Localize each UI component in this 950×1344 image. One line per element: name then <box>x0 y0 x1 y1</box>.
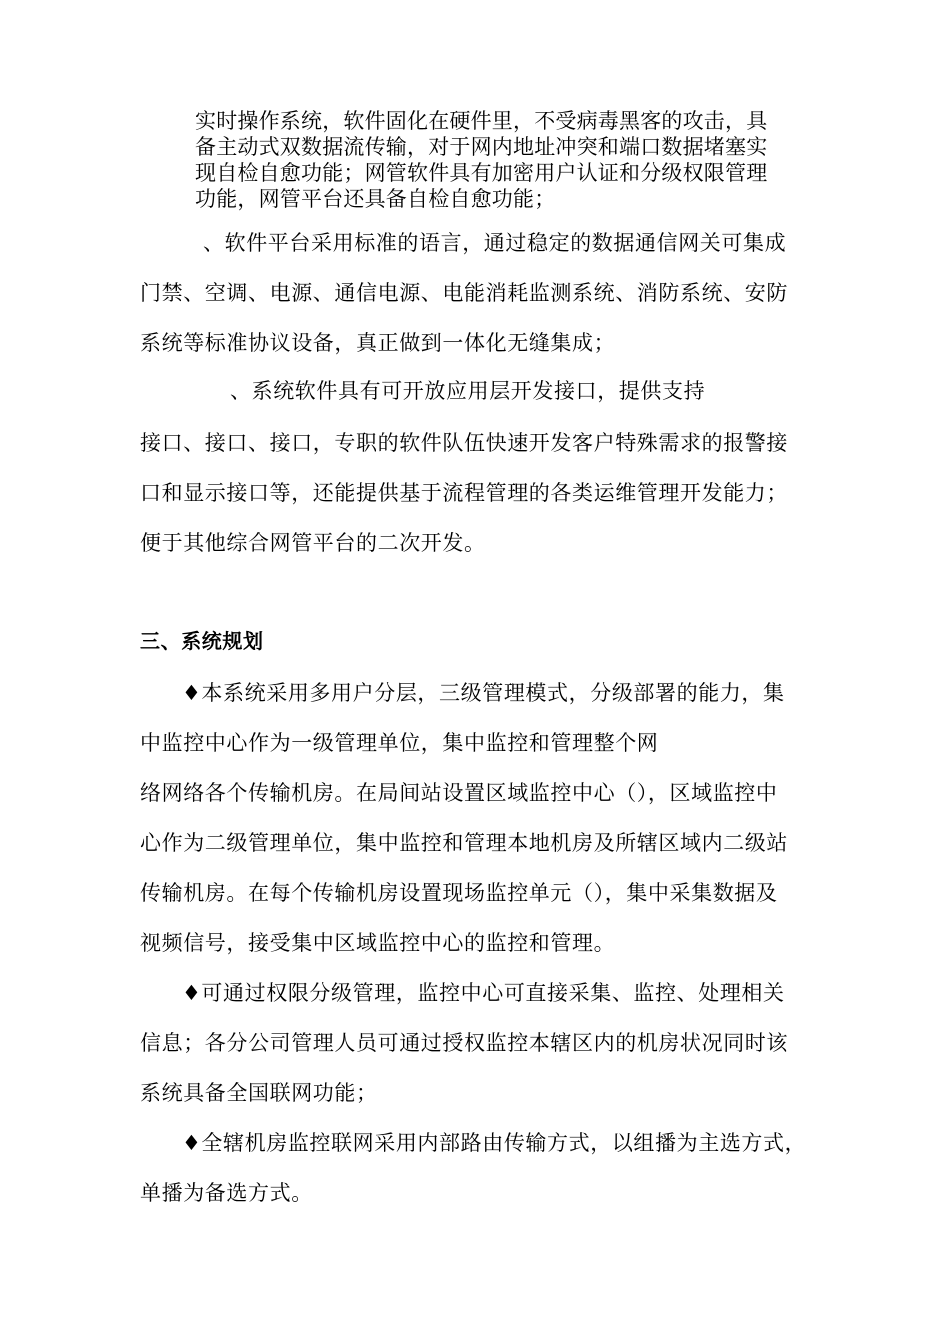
text-line: 中监控中心作为一级管理单位，集中监控和管理整个网 <box>140 731 659 755</box>
text-line: 口和显示接口等，还能提供基于流程管理的各类运维管理开发能力； <box>140 481 788 505</box>
text-line: ♦全辖机房监控联网采用内部路由传输方式，以组播为主选方式， <box>182 1131 807 1155</box>
text-line: 功能，网管平台还具备自检自愈功能； <box>195 187 556 211</box>
text-line: ♦可通过权限分级管理，监控中心可直接采集、监控、处理相关 <box>182 981 785 1005</box>
text-line: 、系统软件具有可开放应用层开发接口，提供支持 <box>230 379 706 403</box>
text-line: 单播为备选方式。 <box>140 1181 313 1205</box>
text-line: 视频信号，接受集中区域监控中心的监控和管理。 <box>140 931 616 955</box>
text-line: 系统具备全国联网功能； <box>140 1081 378 1105</box>
text-line: 备主动式双数据流传输，对于网内地址冲突和端口数据堵塞实 <box>195 135 768 159</box>
text-line: 传输机房。在每个传输机房设置现场监控单元（），集中采集数据及 <box>140 881 778 905</box>
text-line: 系统等标准协议设备，真正做到一体化无缝集成； <box>140 331 616 355</box>
text-line: 接口、接口、接口，专职的软件队伍快速开发客户特殊需求的报警接 <box>140 431 788 455</box>
section-heading: 三、系统规划 <box>140 629 264 653</box>
text-line: 实时操作系统，软件固化在硬件里，不受病毒黑客的攻击，具 <box>195 109 768 133</box>
text-line: 、软件平台采用标准的语言，通过稳定的数据通信网关可集成 <box>203 231 787 255</box>
text-line: ♦本系统采用多用户分层，三级管理模式，分级部署的能力，集 <box>182 681 785 705</box>
text-line: 心作为二级管理单位，集中监控和管理本地机房及所辖区域内二级站 <box>140 831 788 855</box>
text-line: 门禁、空调、电源、通信电源、电能消耗监测系统、消防系统、安防 <box>140 281 788 305</box>
text-line: 便于其他综合网管平台的二次开发。 <box>140 531 486 555</box>
text-line: 现自检自愈功能；网管软件具有加密用户认证和分级权限管理 <box>195 161 768 185</box>
text-line: 信息；各分公司管理人员可通过授权监控本辖区内的机房状况同时该 <box>140 1031 788 1055</box>
text-line: 络网络各个传输机房。在局间站设置区域监控中心（），区域监控中 <box>140 781 778 805</box>
